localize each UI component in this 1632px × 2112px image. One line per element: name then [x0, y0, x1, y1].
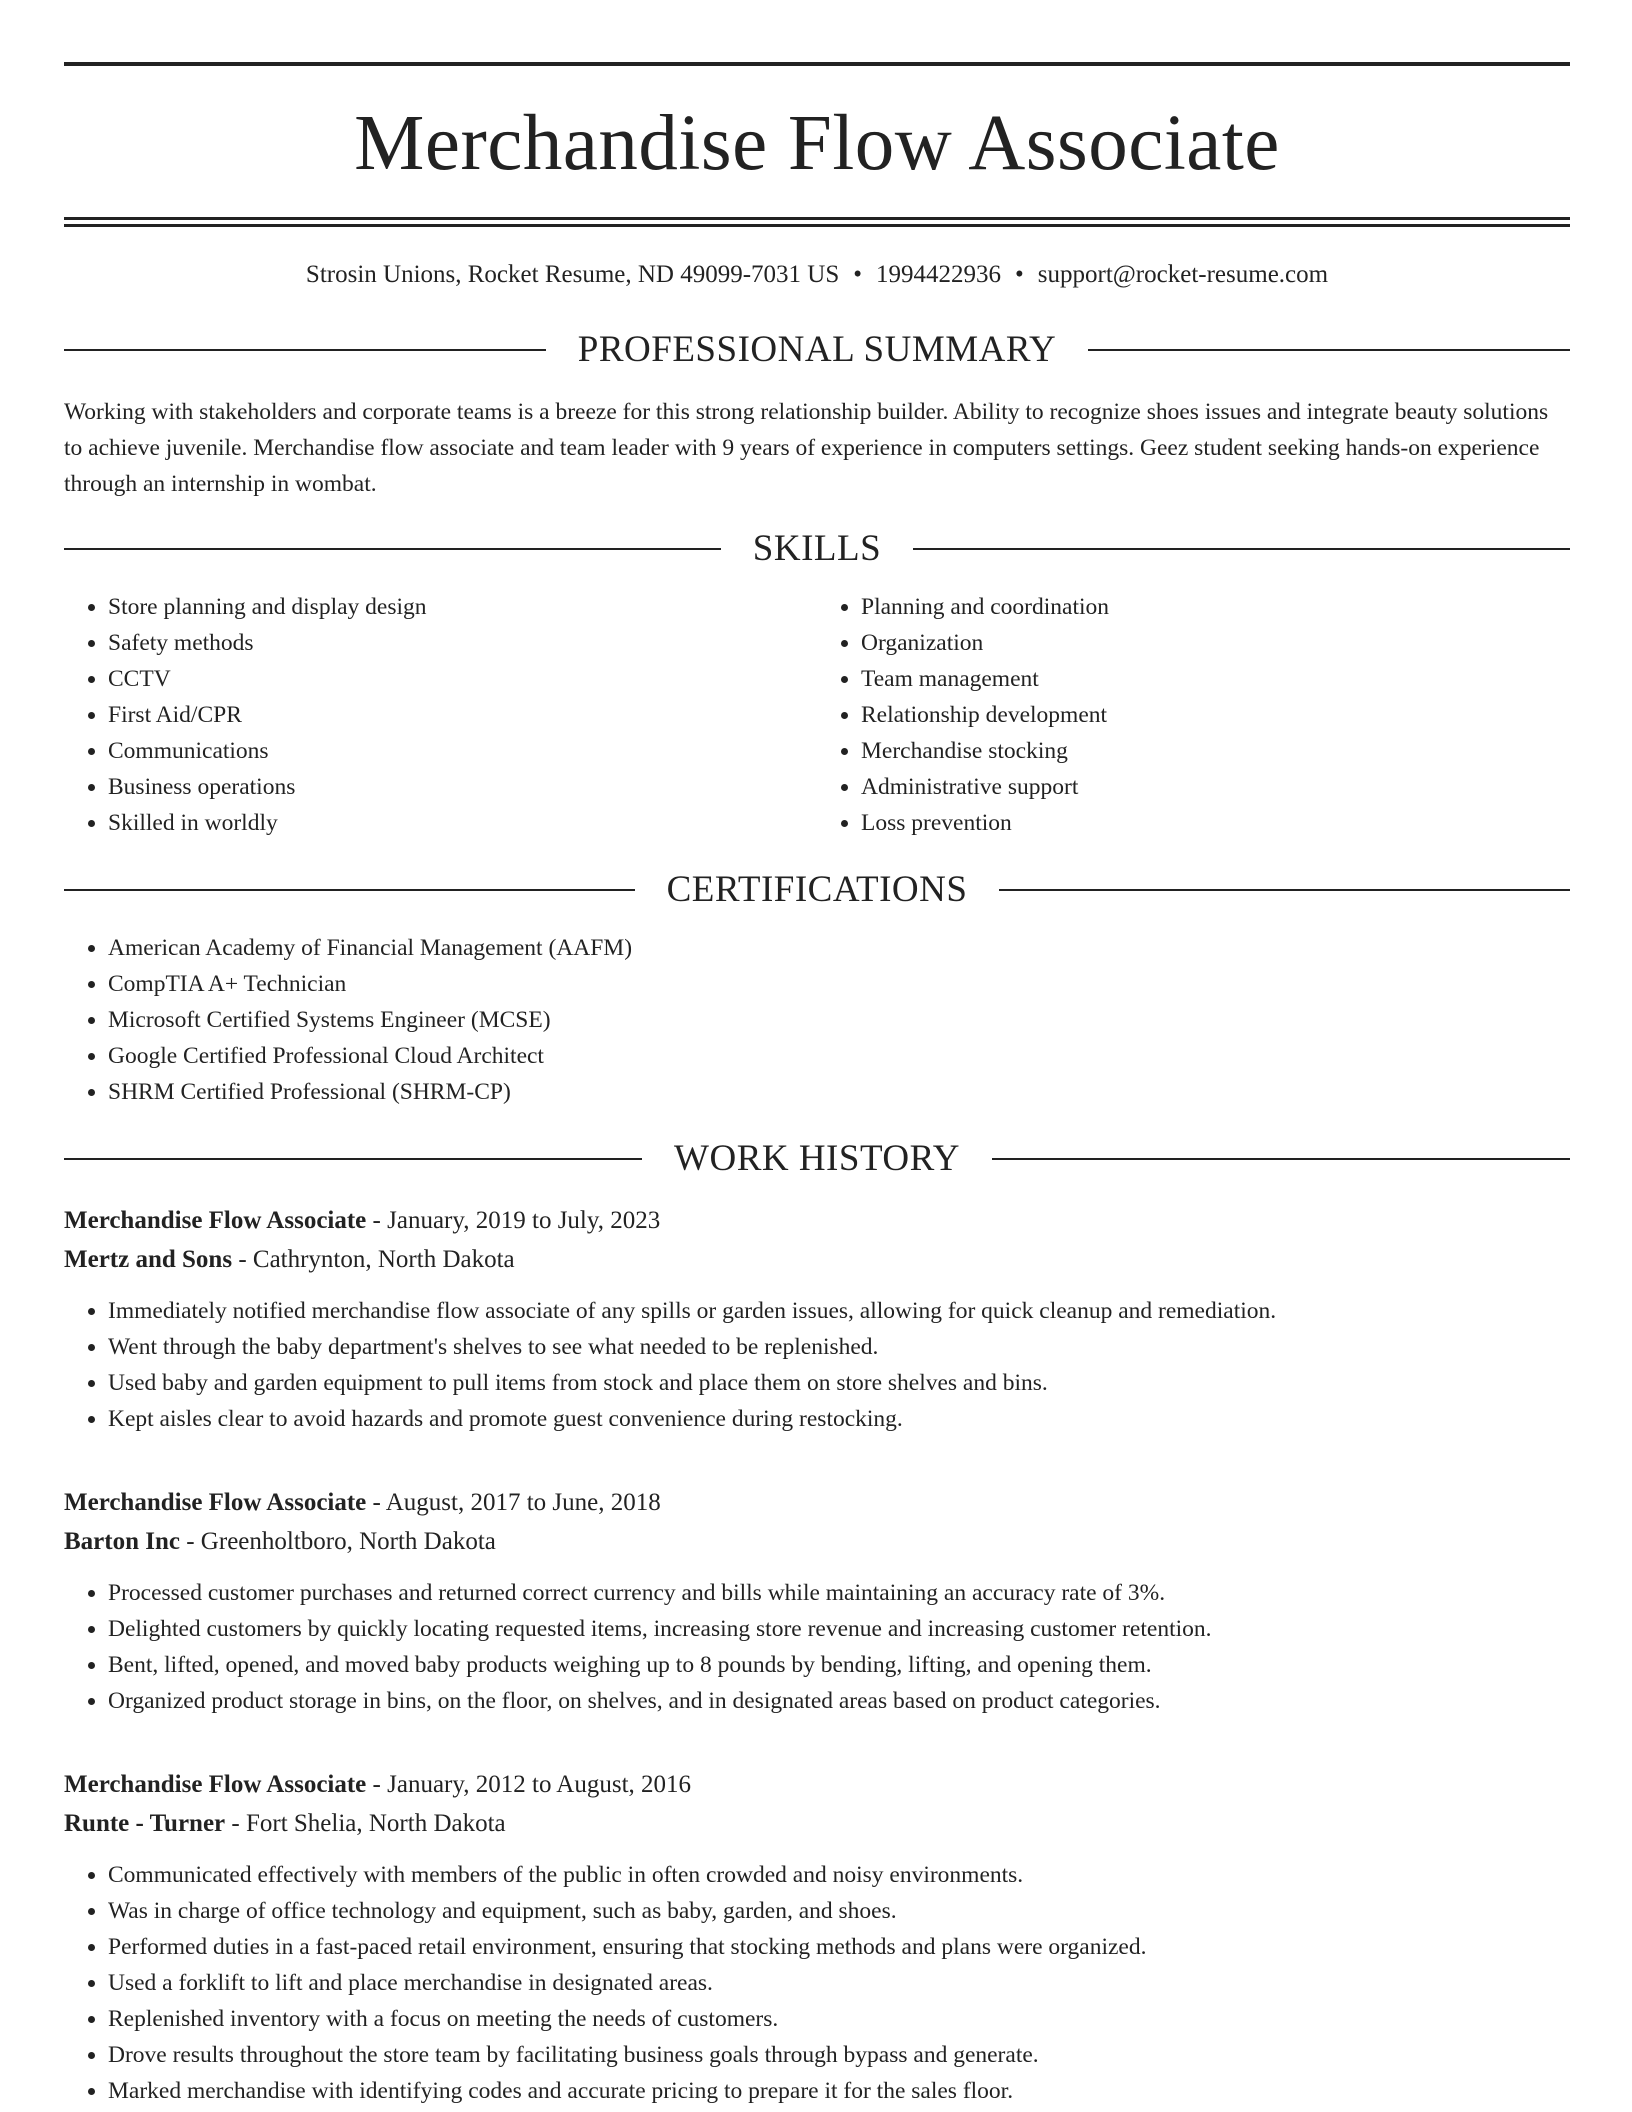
skills-heading: [64, 530, 1570, 567]
contact-separator: •: [1015, 261, 1024, 288]
contact-separator: •: [853, 261, 863, 288]
job-dates: - January, 2012 to August, 2016: [366, 1771, 692, 1798]
job-bullets: [64, 1857, 1570, 2109]
skill-item: • Skilled in worldly: [108, 805, 817, 841]
contact-line: [64, 261, 1570, 289]
skill-item: • CCTV: [108, 661, 817, 697]
job-bullets: [64, 1293, 1570, 1437]
job-bullet: • Kept aisles clear to avoid hazards and promote guest convenience during restocking.: [108, 1401, 1570, 1437]
skill-item: • Planning and coordination: [861, 589, 1570, 625]
skill-item: • Organization: [861, 625, 1570, 661]
skill-item: • Safety methods: [108, 625, 817, 661]
skill-item: • First Aid/CPR: [108, 697, 817, 733]
job-bullet: • Performed duties in a fast-paced retail environment, ensuring that stocking methods and plans were organized.: [108, 1929, 1570, 1965]
job-role: Merchandise Flow Associate: [64, 1207, 367, 1234]
skill-item: • Business operations: [108, 769, 817, 805]
job-location: - Cathrynton, North Dakota: [232, 1246, 515, 1273]
heading-rule-left: [64, 349, 546, 351]
certification-item: • American Academy of Financial Management (AAFM): [108, 930, 1570, 966]
job-bullet: • Processed customer purchases and returned correct currency and bills while maintaining an accuracy rate of 3%.: [108, 1575, 1570, 1611]
certifications-heading: [64, 871, 1570, 908]
skill-item: • Administrative support: [861, 769, 1570, 805]
certifications-list: [64, 930, 1570, 1110]
skill-item: • Communications: [108, 733, 817, 769]
job-dates: - August, 2017 to June, 2018: [366, 1489, 661, 1516]
job-role-line: [64, 1201, 1570, 1240]
job-bullets: [64, 1575, 1570, 1719]
job-bullet: • Immediately notified merchandise flow associate of any spills or garden issues, allowing for quick cleanup and remediation.: [108, 1293, 1570, 1329]
skills-columns: [64, 589, 1570, 841]
contact-email: support@rocket-resume.com: [1037, 261, 1329, 288]
job-role-line: [64, 1765, 1570, 1804]
job-company-line: [64, 1240, 1570, 1279]
certification-item: • SHRM Certified Professional (SHRM-CP): [108, 1074, 1570, 1110]
skill-item: • Merchandise stocking: [861, 733, 1570, 769]
job-bullet: • Delighted customers by quickly locating requested items, increasing store revenue and increasing customer retention.: [108, 1611, 1570, 1647]
job-bullet: • Communicated effectively with members of the public in often crowded and noisy environments.: [108, 1857, 1570, 1893]
job-role: Merchandise Flow Associate: [64, 1771, 367, 1798]
heading-rule-left: [64, 889, 635, 891]
resume-title: Merchandise Flow Associate: [354, 100, 1280, 187]
job-bullet: • Drove results throughout the store team by facilitating business goals through bypass and generate.: [108, 2037, 1570, 2073]
skill-item: • Relationship development: [861, 697, 1570, 733]
certification-item: • Microsoft Certified Systems Engineer (MCSE): [108, 1002, 1570, 1038]
job-bullet: • Went through the baby department's shelves to see what needed to be replenished.: [108, 1329, 1570, 1365]
job-company: Barton Inc: [64, 1528, 180, 1555]
summary-heading-label: PROFESSIONAL SUMMARY: [577, 329, 1057, 370]
job-company-line: [64, 1804, 1570, 1843]
job-location: - Greenholtboro, North Dakota: [179, 1528, 496, 1555]
header-top-rule: [64, 62, 1570, 66]
job-bullet: • Marked merchandise with identifying codes and accurate pricing to prepare it for the sales floor.: [108, 2073, 1570, 2109]
job-company-line: [64, 1522, 1570, 1561]
skill-item: • Team management: [861, 661, 1570, 697]
work-history-heading-label: WORK HISTORY: [674, 1138, 960, 1179]
job-dates: - January, 2019 to July, 2023: [366, 1207, 661, 1234]
contact-address: Strosin Unions, Rocket Resume, ND 49099-7031 US: [305, 261, 840, 288]
job-role-line: [64, 1483, 1570, 1522]
job-entry: [64, 1483, 1570, 1719]
job-bullet: • Used baby and garden equipment to pull items from stock and place them on store shelves and bins.: [108, 1365, 1570, 1401]
work-history-heading: [64, 1140, 1570, 1177]
certifications-heading-label: CERTIFICATIONS: [666, 869, 968, 910]
heading-rule-right: [992, 1158, 1570, 1160]
skills-list-left: [64, 589, 817, 841]
job-role: Merchandise Flow Associate: [64, 1489, 367, 1516]
job-entry: [64, 1765, 1570, 2109]
job-bullet: • Replenished inventory with a focus on meeting the needs of customers.: [108, 2001, 1570, 2037]
job-bullet: • Bent, lifted, opened, and moved baby products weighing up to 8 pounds by bending, lifting, and opening them.: [108, 1647, 1570, 1683]
job-location: - Fort Shelia, North Dakota: [225, 1810, 506, 1837]
job-company: Runte - Turner: [64, 1810, 226, 1837]
heading-rule-left: [64, 548, 721, 550]
job-bullet: • Organized product storage in bins, on the floor, on shelves, and in designated areas based on product categories.: [108, 1683, 1570, 1719]
job-bullet: • Used a forklift to lift and place merchandise in designated areas.: [108, 1965, 1570, 2001]
job-company: Mertz and Sons: [64, 1246, 233, 1273]
heading-rule-right: [913, 548, 1570, 550]
summary-heading: [64, 331, 1570, 368]
skills-list-right: [817, 589, 1570, 841]
certification-item: • Google Certified Professional Cloud Architect: [108, 1038, 1570, 1074]
contact-phone: 1994422936: [876, 261, 1002, 288]
resume-page: [64, 62, 1570, 2109]
skill-item: • Loss prevention: [861, 805, 1570, 841]
certification-item: • CompTIA A+ Technician: [108, 966, 1570, 1002]
skill-item: • Store planning and display design: [108, 589, 817, 625]
job-entry: [64, 1201, 1570, 1437]
job-bullet: • Was in charge of office technology and equipment, such as baby, garden, and shoes.: [108, 1893, 1570, 1929]
skills-heading-label: SKILLS: [752, 528, 882, 569]
summary-text: Working with stakeholders and corporate teams is a breeze for this strong relationship builder. Ability to recognize shoes issues and integrate beauty solutions to achieve juvenile. Merchandise flow associate and team leader with 9 years of experience in computers settings. Geez student seeking hands-on experience through an internship in wombat.: [64, 399, 1549, 497]
header-double-rule: [64, 217, 1570, 227]
heading-rule-left: [64, 1158, 642, 1160]
heading-rule-right: [1088, 349, 1570, 351]
heading-rule-right: [999, 889, 1570, 891]
